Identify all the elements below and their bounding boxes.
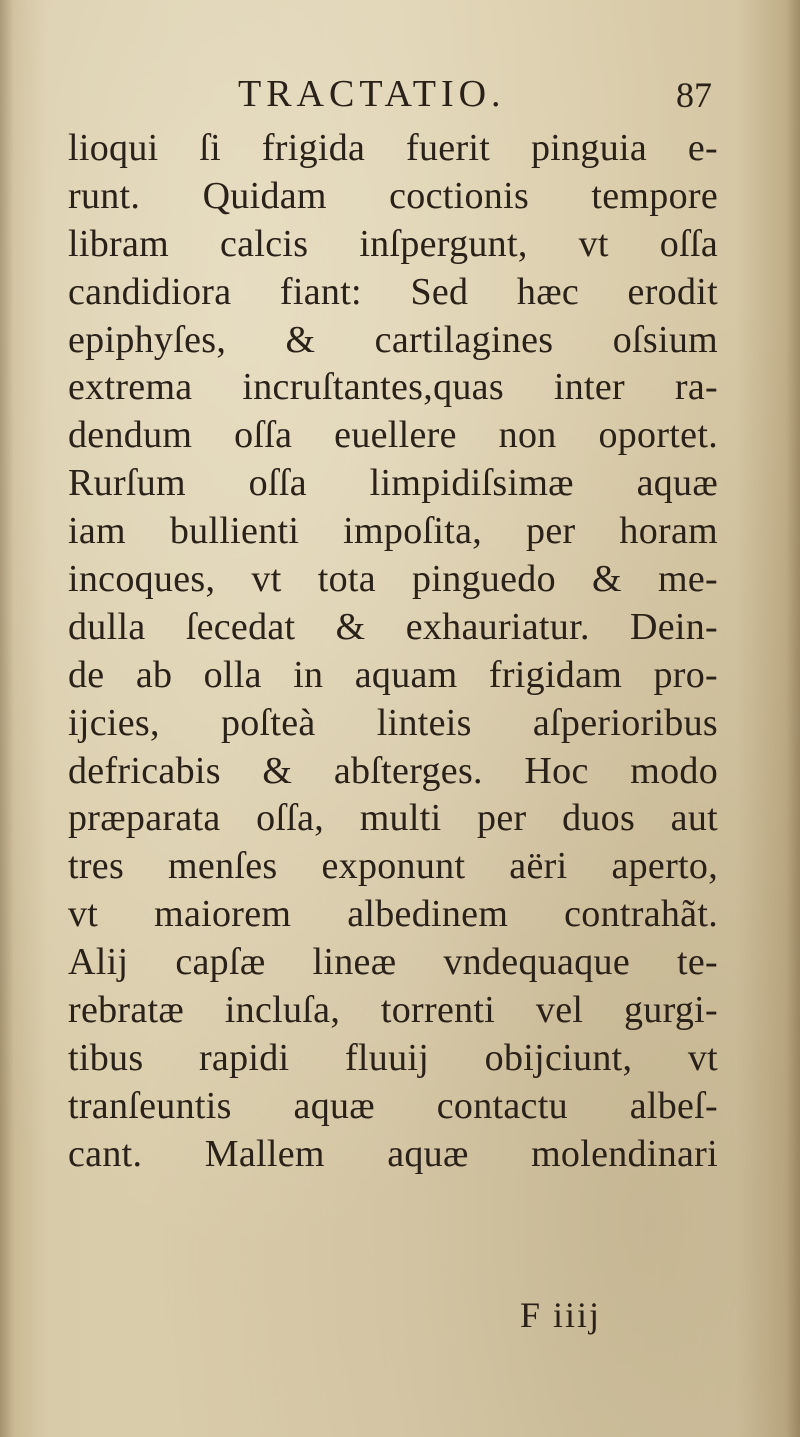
- page-number: 87: [676, 75, 712, 115]
- right-page-edge: [786, 0, 800, 1437]
- running-title: TRACTATIO.: [238, 73, 506, 115]
- text-line: libram calcis inſpergunt, vt oſſa: [68, 222, 718, 265]
- text-line: ijcies, poſteà linteis aſperioribus: [68, 701, 718, 744]
- page-header: [68, 72, 718, 122]
- text-line: rebratæ incluſa, torrenti vel gurgi-: [68, 989, 718, 1032]
- text-line: runt. Quidam coctionis tempore: [68, 174, 718, 217]
- text-line: Rurſum oſſa limpidiſsimæ aquæ: [68, 462, 718, 505]
- text-line: tibus rapidi fluuij obijciunt, vt: [68, 1036, 718, 1079]
- text-line: Alij capſæ lineæ vndequaque te-: [68, 941, 718, 984]
- text-line: præparata oſſa, multi per duos aut: [68, 797, 718, 840]
- text-line: epiphyſes, & cartilagines oſsium: [68, 318, 718, 361]
- body-text: [68, 125, 718, 1179]
- text-line: tres menſes exponunt aëri aperto,: [68, 845, 718, 888]
- text-line: vt maiorem albedinem contrahãt.: [68, 893, 718, 936]
- signature-mark: F iiij: [520, 1295, 602, 1335]
- text-line: extrema incruſtantes,quas inter ra-: [68, 366, 718, 409]
- text-line: cant. Mallem aquæ molendinari: [68, 1132, 718, 1175]
- left-page-edge: [0, 0, 14, 1437]
- text-line: candidiora fiant: Sed hæc erodit: [68, 270, 718, 313]
- text-line: iam bullienti impoſita, per horam: [68, 510, 718, 553]
- text-line: lioqui ſi frigida fuerit pinguia e-: [68, 127, 718, 169]
- text-line: tranſeuntis aquæ contactu albeſ-: [68, 1084, 718, 1127]
- text-line: dendum oſſa euellere non oportet.: [68, 414, 718, 457]
- text-line: dulla ſecedat & exhauriatur. Dein-: [68, 605, 718, 648]
- text-line: incoques, vt tota pinguedo & me-: [68, 558, 718, 601]
- text-line: de ab olla in aquam frigidam pro-: [68, 653, 718, 696]
- text-line: defricabis & abſterges. Hoc modo: [68, 749, 718, 792]
